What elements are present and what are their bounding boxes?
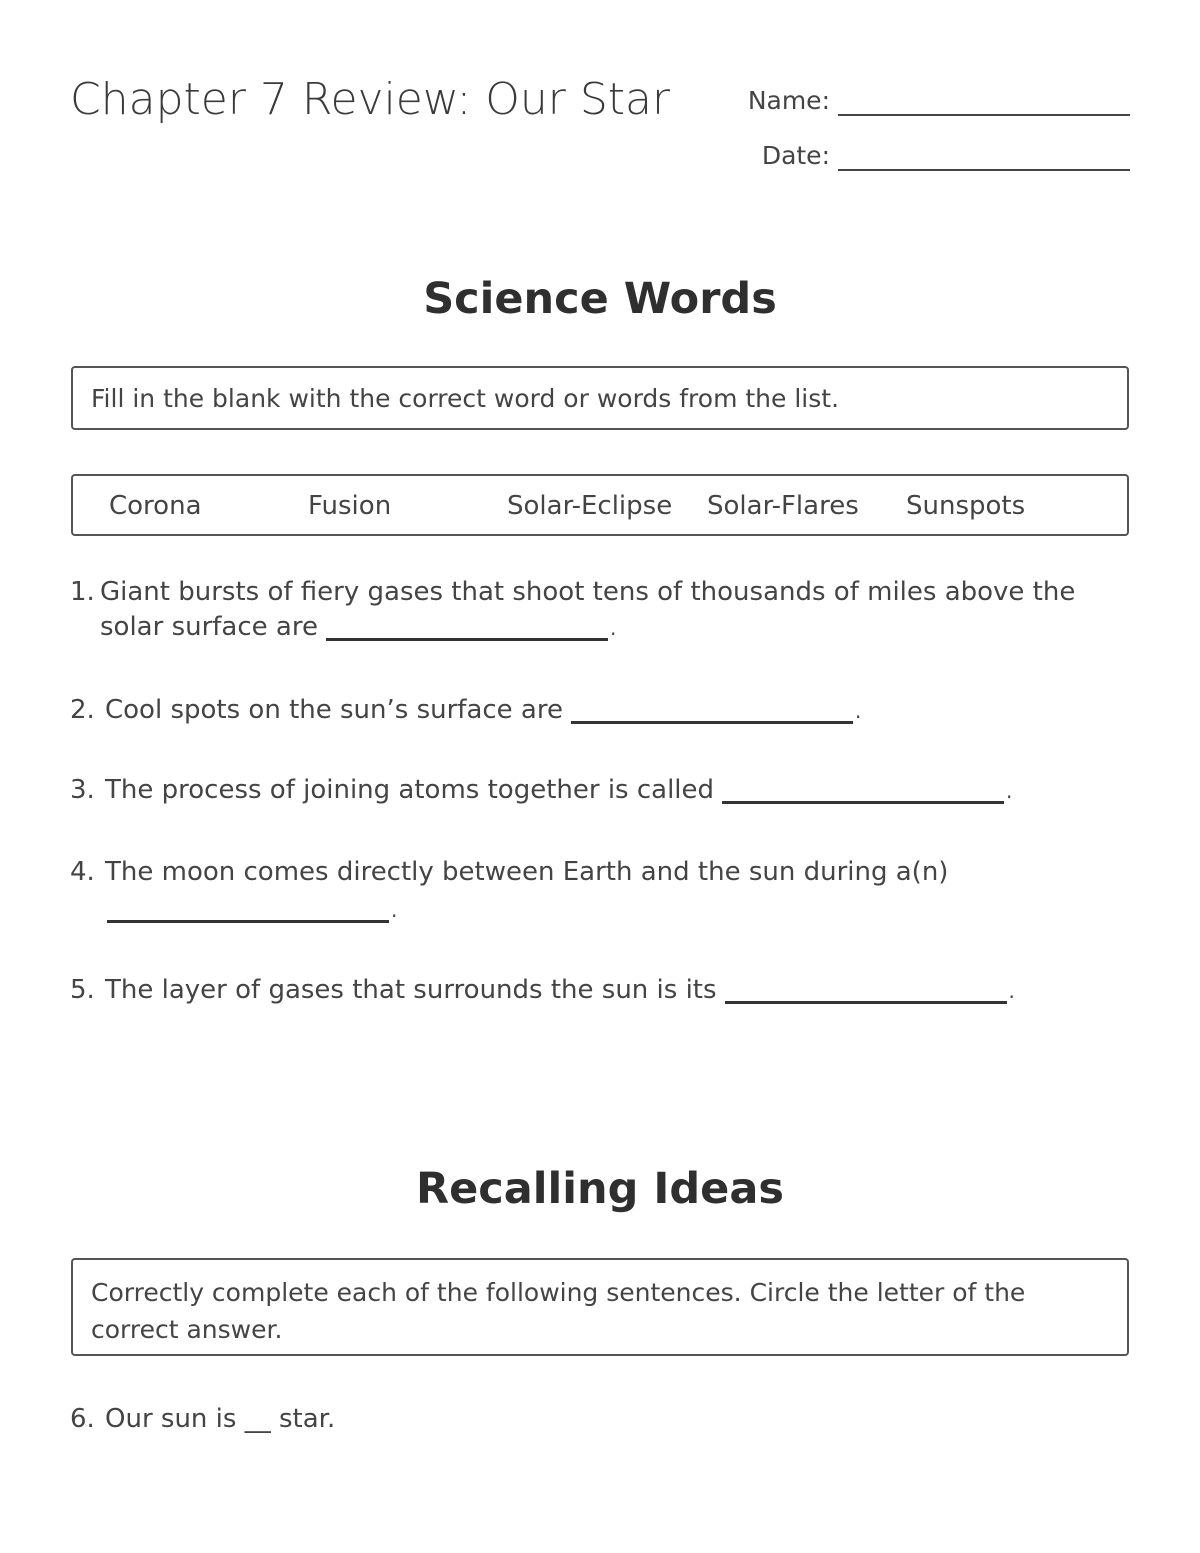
question-period: . — [854, 699, 862, 723]
answer-blank[interactable] — [722, 776, 1004, 804]
question-period: . — [609, 616, 617, 640]
word-bank-item: Sunspots — [906, 491, 1026, 521]
word-bank-item: Solar-Eclipse — [507, 491, 673, 521]
question-number: 5. — [70, 975, 95, 1005]
instruction-text: Correctly complete each of the following sentences. Circle the letter of the correct answer. — [91, 1278, 1026, 1344]
name-blank-line[interactable] — [838, 114, 1130, 116]
question-text-line-2: solar surface are — [100, 612, 318, 642]
instruction-box-science-words — [71, 366, 1129, 430]
page-title: Chapter 7 Review: Our Star — [70, 74, 671, 125]
question-period: . — [1006, 779, 1013, 803]
question-number: 2. — [70, 695, 95, 725]
date-field-row — [700, 131, 1130, 171]
question-period: . — [391, 898, 398, 922]
question-text: Our sun is __ star. — [105, 1404, 336, 1434]
answer-blank[interactable] — [326, 613, 608, 641]
word-bank — [71, 474, 1129, 536]
section-heading-science-words: Science Words — [423, 274, 777, 324]
answer-blank[interactable] — [107, 895, 389, 923]
date-blank-line[interactable] — [838, 169, 1130, 171]
question-period: . — [1008, 979, 1015, 1003]
word-bank-item: Fusion — [308, 491, 392, 521]
instruction-text: Fill in the blank with the correct word or words from the list. — [91, 384, 840, 413]
question-text: The layer of gases that surrounds the sun is its — [105, 975, 717, 1005]
question-number: 4. — [70, 857, 95, 887]
question-text: The moon comes directly between Earth and the sun during a(n) — [105, 857, 949, 887]
question-number: 6. — [70, 1404, 95, 1434]
word-bank-item: Solar-Flares — [707, 491, 859, 521]
section-heading-recalling-ideas: Recalling Ideas — [416, 1164, 784, 1214]
date-label: Date: — [761, 141, 830, 170]
question-text: The process of joining atoms together is called — [105, 775, 715, 805]
answer-blank[interactable] — [725, 976, 1007, 1004]
name-field-row — [700, 76, 1130, 116]
instruction-box-recalling-ideas — [71, 1258, 1129, 1356]
question-text-line-1: Giant bursts of fiery gases that shoot tens of thousands of miles above the — [100, 577, 1076, 607]
question-number: 3. — [70, 775, 95, 805]
answer-blank[interactable] — [571, 696, 853, 724]
name-label: Name: — [747, 86, 830, 115]
word-bank-item: Corona — [109, 491, 202, 521]
question-text: Cool spots on the sun’s surface are — [105, 695, 563, 725]
question-number: 1. — [70, 577, 95, 607]
